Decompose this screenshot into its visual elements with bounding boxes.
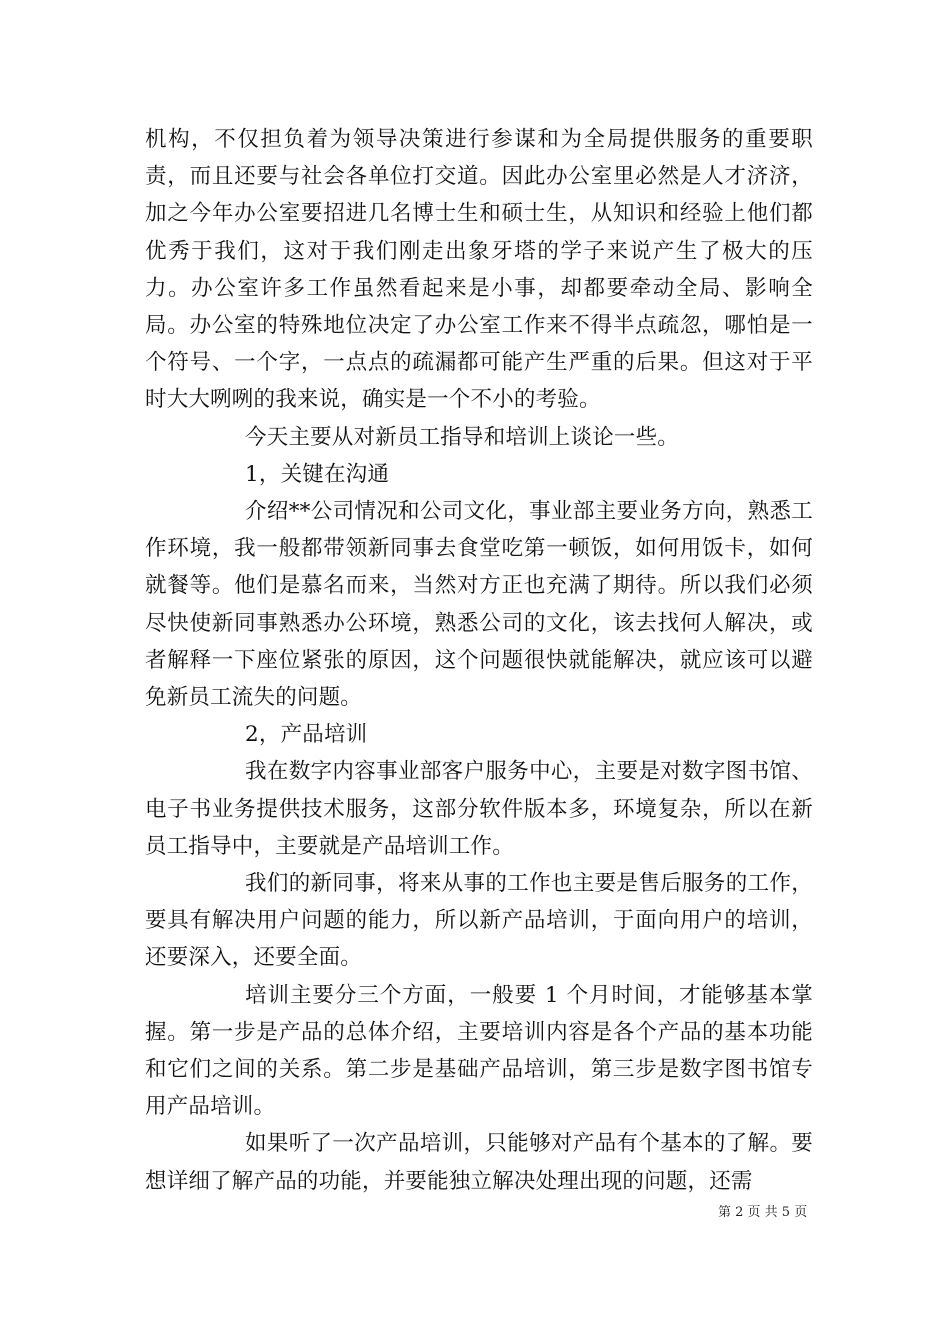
- page-number-footer: 第 2 页 共 5 页: [718, 1205, 808, 1220]
- paragraph-communication: 介绍**公司情况和公司文化，事业部主要业务方向，熟悉工作环境，我一般都带领新同事去食堂吃第一顿饭，如何用饭卡，如何就餐等。他们是慕名而来，当然对方正也充满了期待。所以我们必须尽快使新同事熟悉办公环境，熟悉公司的文化，该去找何人解决，或者解释一下座位紧张的原因，这个问题很快就能解决，就应该可以避免新员工流失的问题。: [145, 499, 813, 711]
- paragraph-training-steps: 培训主要分三个方面，一般要 1 个月时间，才能够基本掌握。第一步是产品的总体介绍，主要培训内容是各个产品的基本功能和它们之间的关系。第二步是基础产品培训，第三步是数字图书馆专用产品培训。: [145, 982, 813, 1120]
- paragraph-new-colleagues: 我们的新同事，将来从事的工作也主要是售后服务的工作，要具有解决用户问题的能力，所以新产品培训，于面向用户的培训，还要深入，还要全面。: [145, 871, 813, 971]
- paragraph-intro-topic: 今天主要从对新员工指导和培训上谈论一些。: [245, 424, 680, 450]
- paragraph-further-learning: 如果听了一次产品培训，只能够对产品有个基本的了解。要想详细了解产品的功能，并要能独立解决处理出现的问题，还需: [145, 1131, 813, 1194]
- paragraph-office-role: 机构，不仅担负着为领导决策进行参谋和为全局提供服务的重要职责，而且还要与社会各单位打交道。因此办公室里必然是人才济济，加之今年办公室要招进几名博士生和硕士生，从知识和经验上他们都优秀于我们，这对于我们刚走出象牙塔的学子来说产生了极大的压力。办公室许多工作虽然看起来是小事，却都要牵动全局、影响全局。办公室的特殊地位决定了办公室工作来不得半点疏忽，哪怕是一个符号、一个字，一点点的疏漏都可能产生严重的后果。但这对于平时大大咧咧的我来说，确实是一个不小的考验。: [145, 127, 813, 413]
- section-heading-communication: 1，关键在沟通: [245, 461, 390, 487]
- paragraph-customer-service: 我在数字内容事业部客户服务中心，主要是对数字图书馆、电子书业务提供技术服务，这部分软件版本多，环境复杂，所以在新员工指导中，主要就是产品培训工作。: [145, 759, 813, 859]
- document-body: [145, 121, 813, 1200]
- section-heading-product-training: 2，产品培训: [245, 722, 368, 748]
